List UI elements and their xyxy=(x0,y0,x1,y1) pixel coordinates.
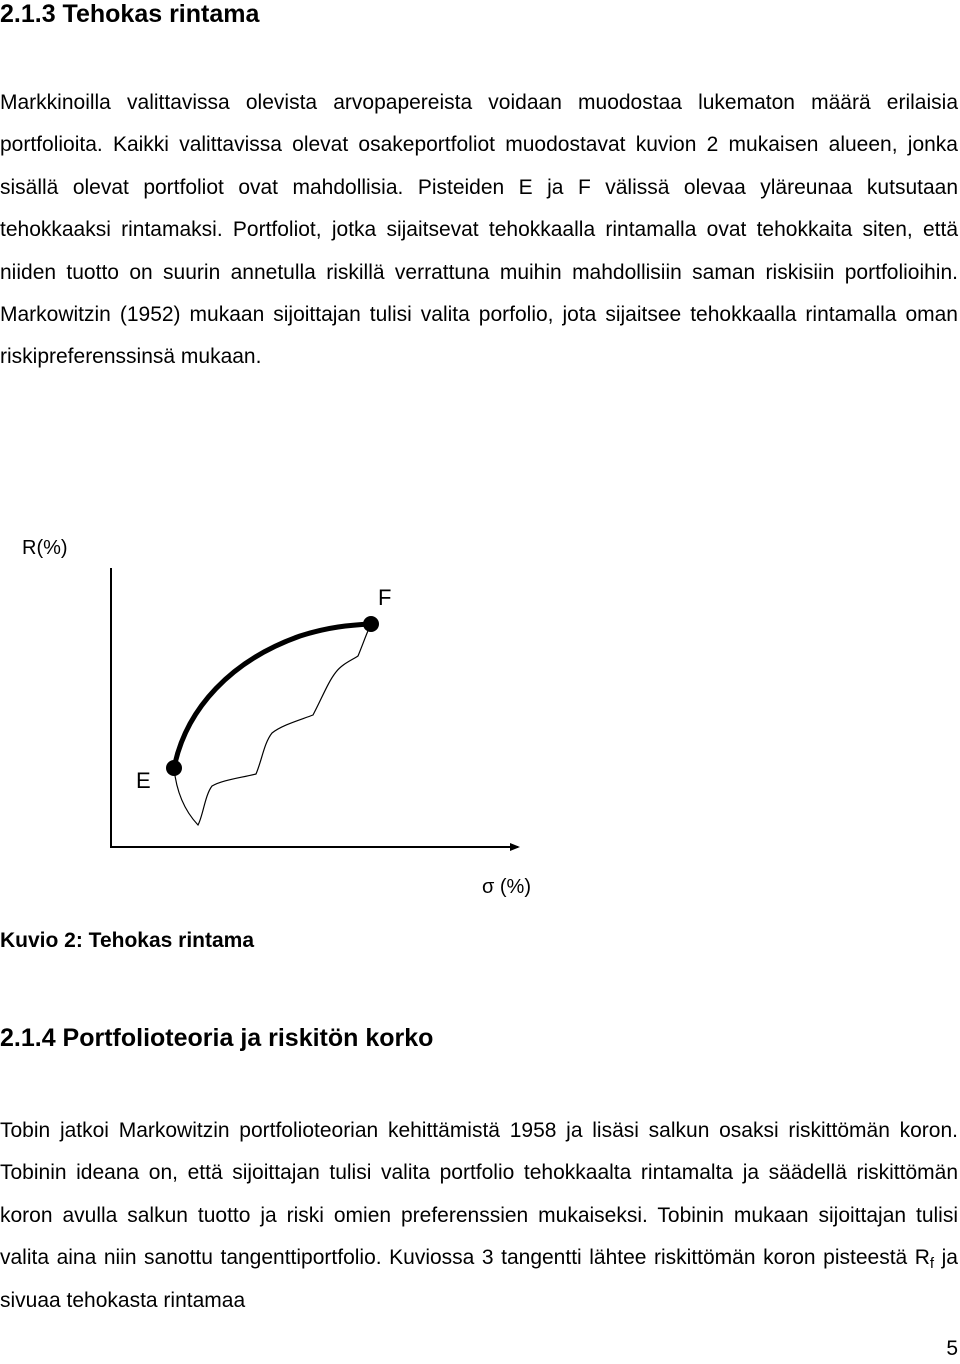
paragraph-risk-free-rate-main: Tobin jatkoi Markowitzin portfolioteorian kehittämistä 1958 ja lisäsi salkun osaksi riskittömän koron. Tobinin ideana on, että sijoittajan tulisi valita portfolio tehokkaalta rintamalta ja säädellä riskittömän koron avulla salkun tuotto ja riski omien preferenssien mukaiseksi. Tobinin mukaan sijoittajan tulisi valita aina niin sanottu tangenttiportfolio. Kuviossa 3 tangentti lähtee riskittömän koron pisteestä R xyxy=(0,1119,958,1270)
feasible-region-outline xyxy=(174,624,371,825)
section-heading-2-1-4: 2.1.4 Portfolioteoria ja riskitön korko xyxy=(0,1024,434,1052)
efficient-frontier-diagram xyxy=(0,520,600,910)
point-f xyxy=(363,616,379,632)
page-number: 5 xyxy=(946,1337,958,1360)
point-e xyxy=(166,760,182,776)
point-e-label: E xyxy=(136,768,151,793)
y-axis-label: R(%) xyxy=(22,537,68,559)
paragraph-risk-free-rate xyxy=(0,1110,958,1322)
paragraph-efficient-frontier: Markkinoilla valittavissa olevista arvopapereista voidaan muodostaa lukematon määrä erilaisia portfolioita. Kaikki valittavissa olevat osakeportfoliot muodostavat kuvion 2 mukaisen alueen, jonka sisällä olevat portfoliot ovat mahdollisia. Pisteiden E ja F välissä olevaa yläreunaa kutsutaan tehokkaaksi rintamaksi. Portfoliot, jotka sijaitsevat tehokkaalla rintamalla ovat tehokkaita siten, että niiden tuotto on suurin annetulla riskillä verrattuna muihin mahdollisiin saman riskisiin portfolioihin. Markowitzin (1952) mukaan sijoittajan tulisi valita porfolio, jota sijaitsee tehokkaalla rintamalla oman riskipreferenssinsä mukaan. xyxy=(0,91,958,369)
paragraph-risk-free-rate-tail: ja sivuaa tehokasta rintamaa xyxy=(0,1246,958,1312)
risk-free-subscript: f xyxy=(929,1255,935,1273)
x-axis-label: σ (%) xyxy=(482,876,532,898)
section-heading-2-1-3: 2.1.3 Tehokas rintama xyxy=(0,0,260,28)
point-f-label: F xyxy=(378,585,392,610)
efficient-frontier-figure xyxy=(0,520,600,910)
figure-caption: Kuvio 2: Tehokas rintama xyxy=(0,929,255,952)
efficient-frontier-curve xyxy=(174,624,371,768)
